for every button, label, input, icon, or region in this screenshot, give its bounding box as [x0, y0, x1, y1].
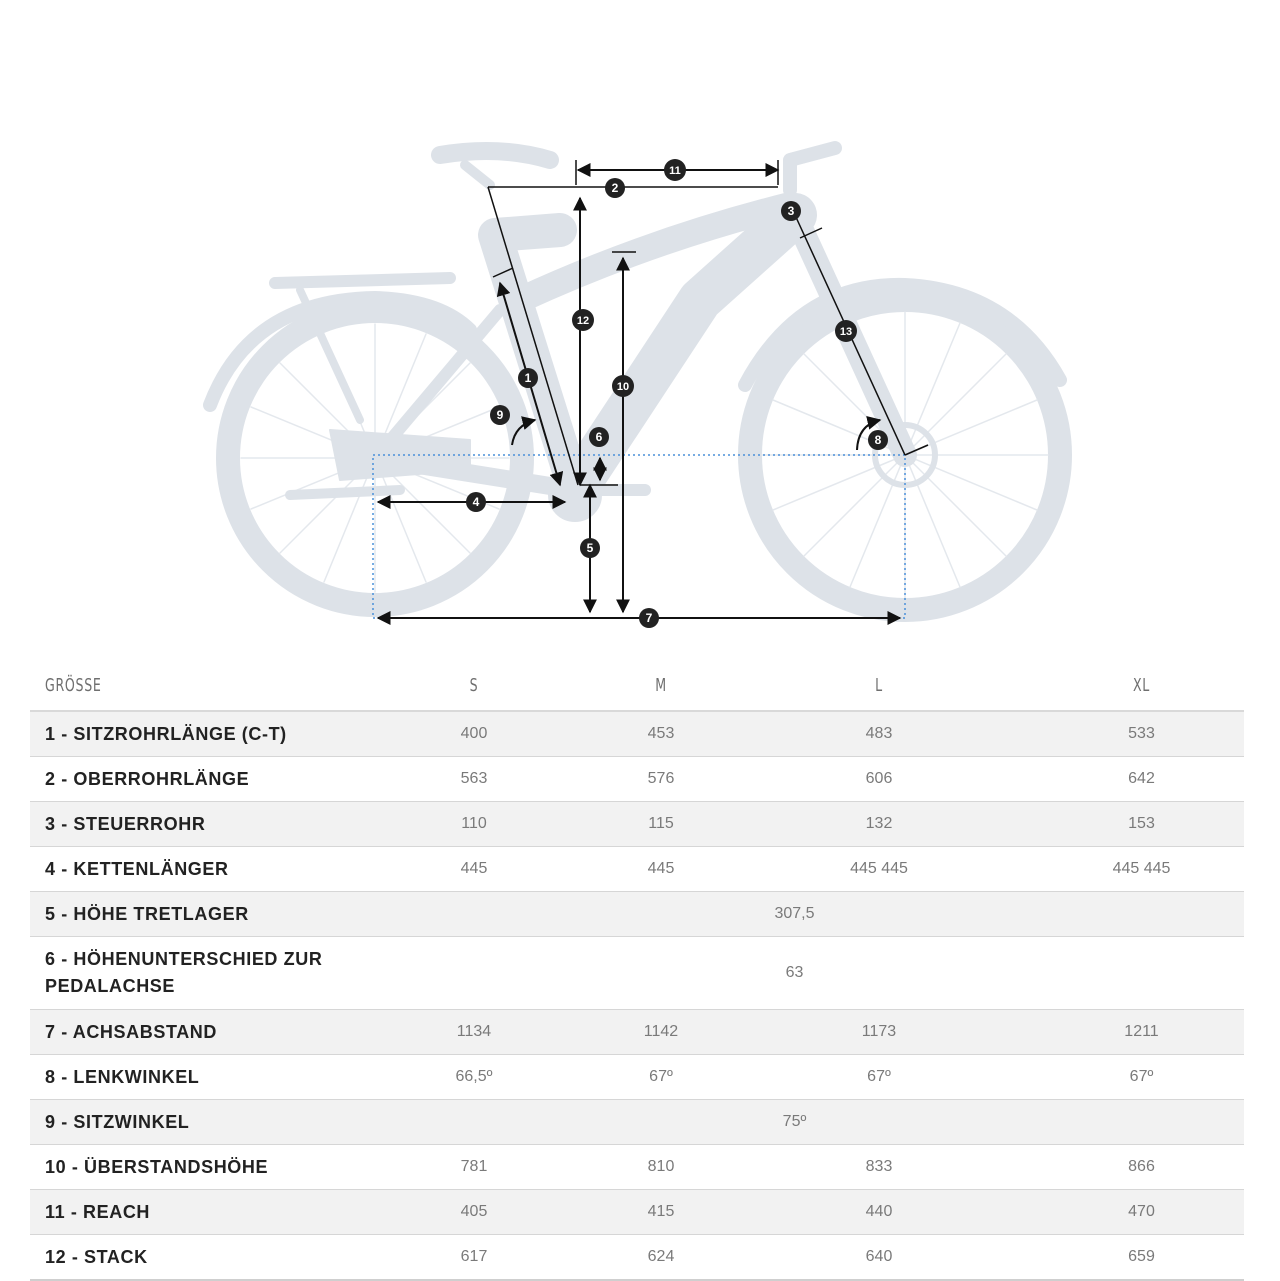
cell-xl: 153 [1039, 802, 1244, 847]
cell-m: 810 [603, 1145, 719, 1190]
cell-l: 640 [719, 1235, 1039, 1281]
cell-xl: 1211 [1039, 1010, 1244, 1055]
cell-xl: 659 [1039, 1235, 1244, 1281]
svg-text:13: 13 [839, 326, 853, 338]
cell-m: 576 [603, 757, 719, 802]
row-label: 5 - HÖHE TRETLAGER [30, 892, 345, 937]
svg-text:9: 9 [496, 408, 504, 422]
cell-l: 445 445 [719, 847, 1039, 892]
marker-1 [518, 368, 538, 388]
cell-l: 440 [719, 1190, 1039, 1235]
cell-m: 445 [603, 847, 719, 892]
marker-3 [781, 201, 801, 221]
table-row [30, 1055, 1244, 1100]
marker-7 [639, 608, 659, 628]
table-row [30, 802, 1244, 847]
cell-s: 781 [345, 1145, 603, 1190]
cell-l: 483 [719, 711, 1039, 757]
row-label: 7 - ACHSABSTAND [30, 1010, 345, 1055]
svg-text:12: 12 [576, 315, 590, 327]
svg-text:4: 4 [472, 495, 480, 509]
cell-m: 415 [603, 1190, 719, 1235]
cell-m: 115 [603, 802, 719, 847]
svg-text:3: 3 [787, 204, 795, 218]
cell-s: 66,5º [345, 1055, 603, 1100]
cell-xl: 470 [1039, 1190, 1244, 1235]
table-row [30, 937, 1244, 1010]
cell-m: 453 [603, 711, 719, 757]
row-label: 10 - ÜBERSTANDSHÖHE [30, 1145, 345, 1190]
geometry-table [30, 660, 1244, 1281]
row-label: 9 - SITZWINKEL [30, 1100, 345, 1145]
marker-6 [589, 427, 609, 447]
cell-l: 67º [719, 1055, 1039, 1100]
cell-s: 405 [345, 1190, 603, 1235]
table-row [30, 1235, 1244, 1281]
svg-text:7: 7 [645, 611, 653, 625]
table-header-row [30, 660, 1244, 711]
marker-9 [490, 405, 510, 425]
table-row [30, 847, 1244, 892]
bike-silhouette [210, 148, 1060, 610]
svg-text:10: 10 [616, 381, 630, 393]
cell-xl: 642 [1039, 757, 1244, 802]
marker-4 [466, 492, 486, 512]
size-header-label: GRÖSSE [35, 660, 256, 711]
svg-text:5: 5 [586, 541, 594, 555]
cell-s: 563 [345, 757, 603, 802]
table-row [30, 1145, 1244, 1190]
row-label-line-1: 6 - HÖHENUNTERSCHIED ZUR [45, 949, 323, 969]
marker-13 [835, 320, 857, 342]
cell-all-sizes: 75º [345, 1100, 1244, 1145]
table-row [30, 1100, 1244, 1145]
svg-text:6: 6 [595, 430, 603, 444]
svg-text:11: 11 [669, 165, 681, 177]
cell-s: 445 [345, 847, 603, 892]
svg-text:1: 1 [524, 371, 532, 385]
cell-l: 1173 [719, 1010, 1039, 1055]
marker-8 [868, 430, 888, 450]
cell-m: 1142 [603, 1010, 719, 1055]
cell-m: 67º [603, 1055, 719, 1100]
row-label: 12 - STACK [30, 1235, 345, 1281]
row-label: 3 - STEUERROHR [30, 802, 345, 847]
row-label-line-2: PEDALACHSE [45, 976, 176, 996]
row-label: 8 - LENKWINKEL [30, 1055, 345, 1100]
table-row [30, 711, 1244, 757]
cell-xl: 866 [1039, 1145, 1244, 1190]
table-row [30, 1010, 1244, 1055]
cell-l: 132 [719, 802, 1039, 847]
size-header-xl: XL [1070, 660, 1214, 711]
size-header-l: L [767, 660, 991, 711]
marker-12 [572, 309, 594, 331]
cell-all-sizes: 307,5 [345, 892, 1244, 937]
marker-10 [612, 375, 634, 397]
marker-2 [605, 178, 625, 198]
row-label: 11 - REACH [30, 1190, 345, 1235]
svg-text:2: 2 [611, 181, 619, 195]
row-label: 2 - OBERROHRLÄNGE [30, 757, 345, 802]
cell-all-sizes: 63 [345, 937, 1244, 1010]
cell-l: 606 [719, 757, 1039, 802]
table-row [30, 1190, 1244, 1235]
size-header-m: M [620, 660, 701, 711]
cell-s: 110 [345, 802, 603, 847]
cell-m: 624 [603, 1235, 719, 1281]
row-label [30, 937, 345, 1010]
size-header-s: S [384, 660, 565, 711]
cell-l: 833 [719, 1145, 1039, 1190]
svg-text:8: 8 [874, 433, 882, 447]
table-row [30, 892, 1244, 937]
cell-xl: 445 445 [1039, 847, 1244, 892]
row-label: 1 - SITZROHRLÄNGE (C-T) [30, 711, 345, 757]
row-label: 4 - KETTENLÄNGER [30, 847, 345, 892]
marker-5 [580, 538, 600, 558]
cell-xl: 67º [1039, 1055, 1244, 1100]
cell-xl: 533 [1039, 711, 1244, 757]
marker-11 [664, 159, 686, 181]
cell-s: 617 [345, 1235, 603, 1281]
cell-s: 400 [345, 711, 603, 757]
table-row [30, 757, 1244, 802]
cell-s: 1134 [345, 1010, 603, 1055]
